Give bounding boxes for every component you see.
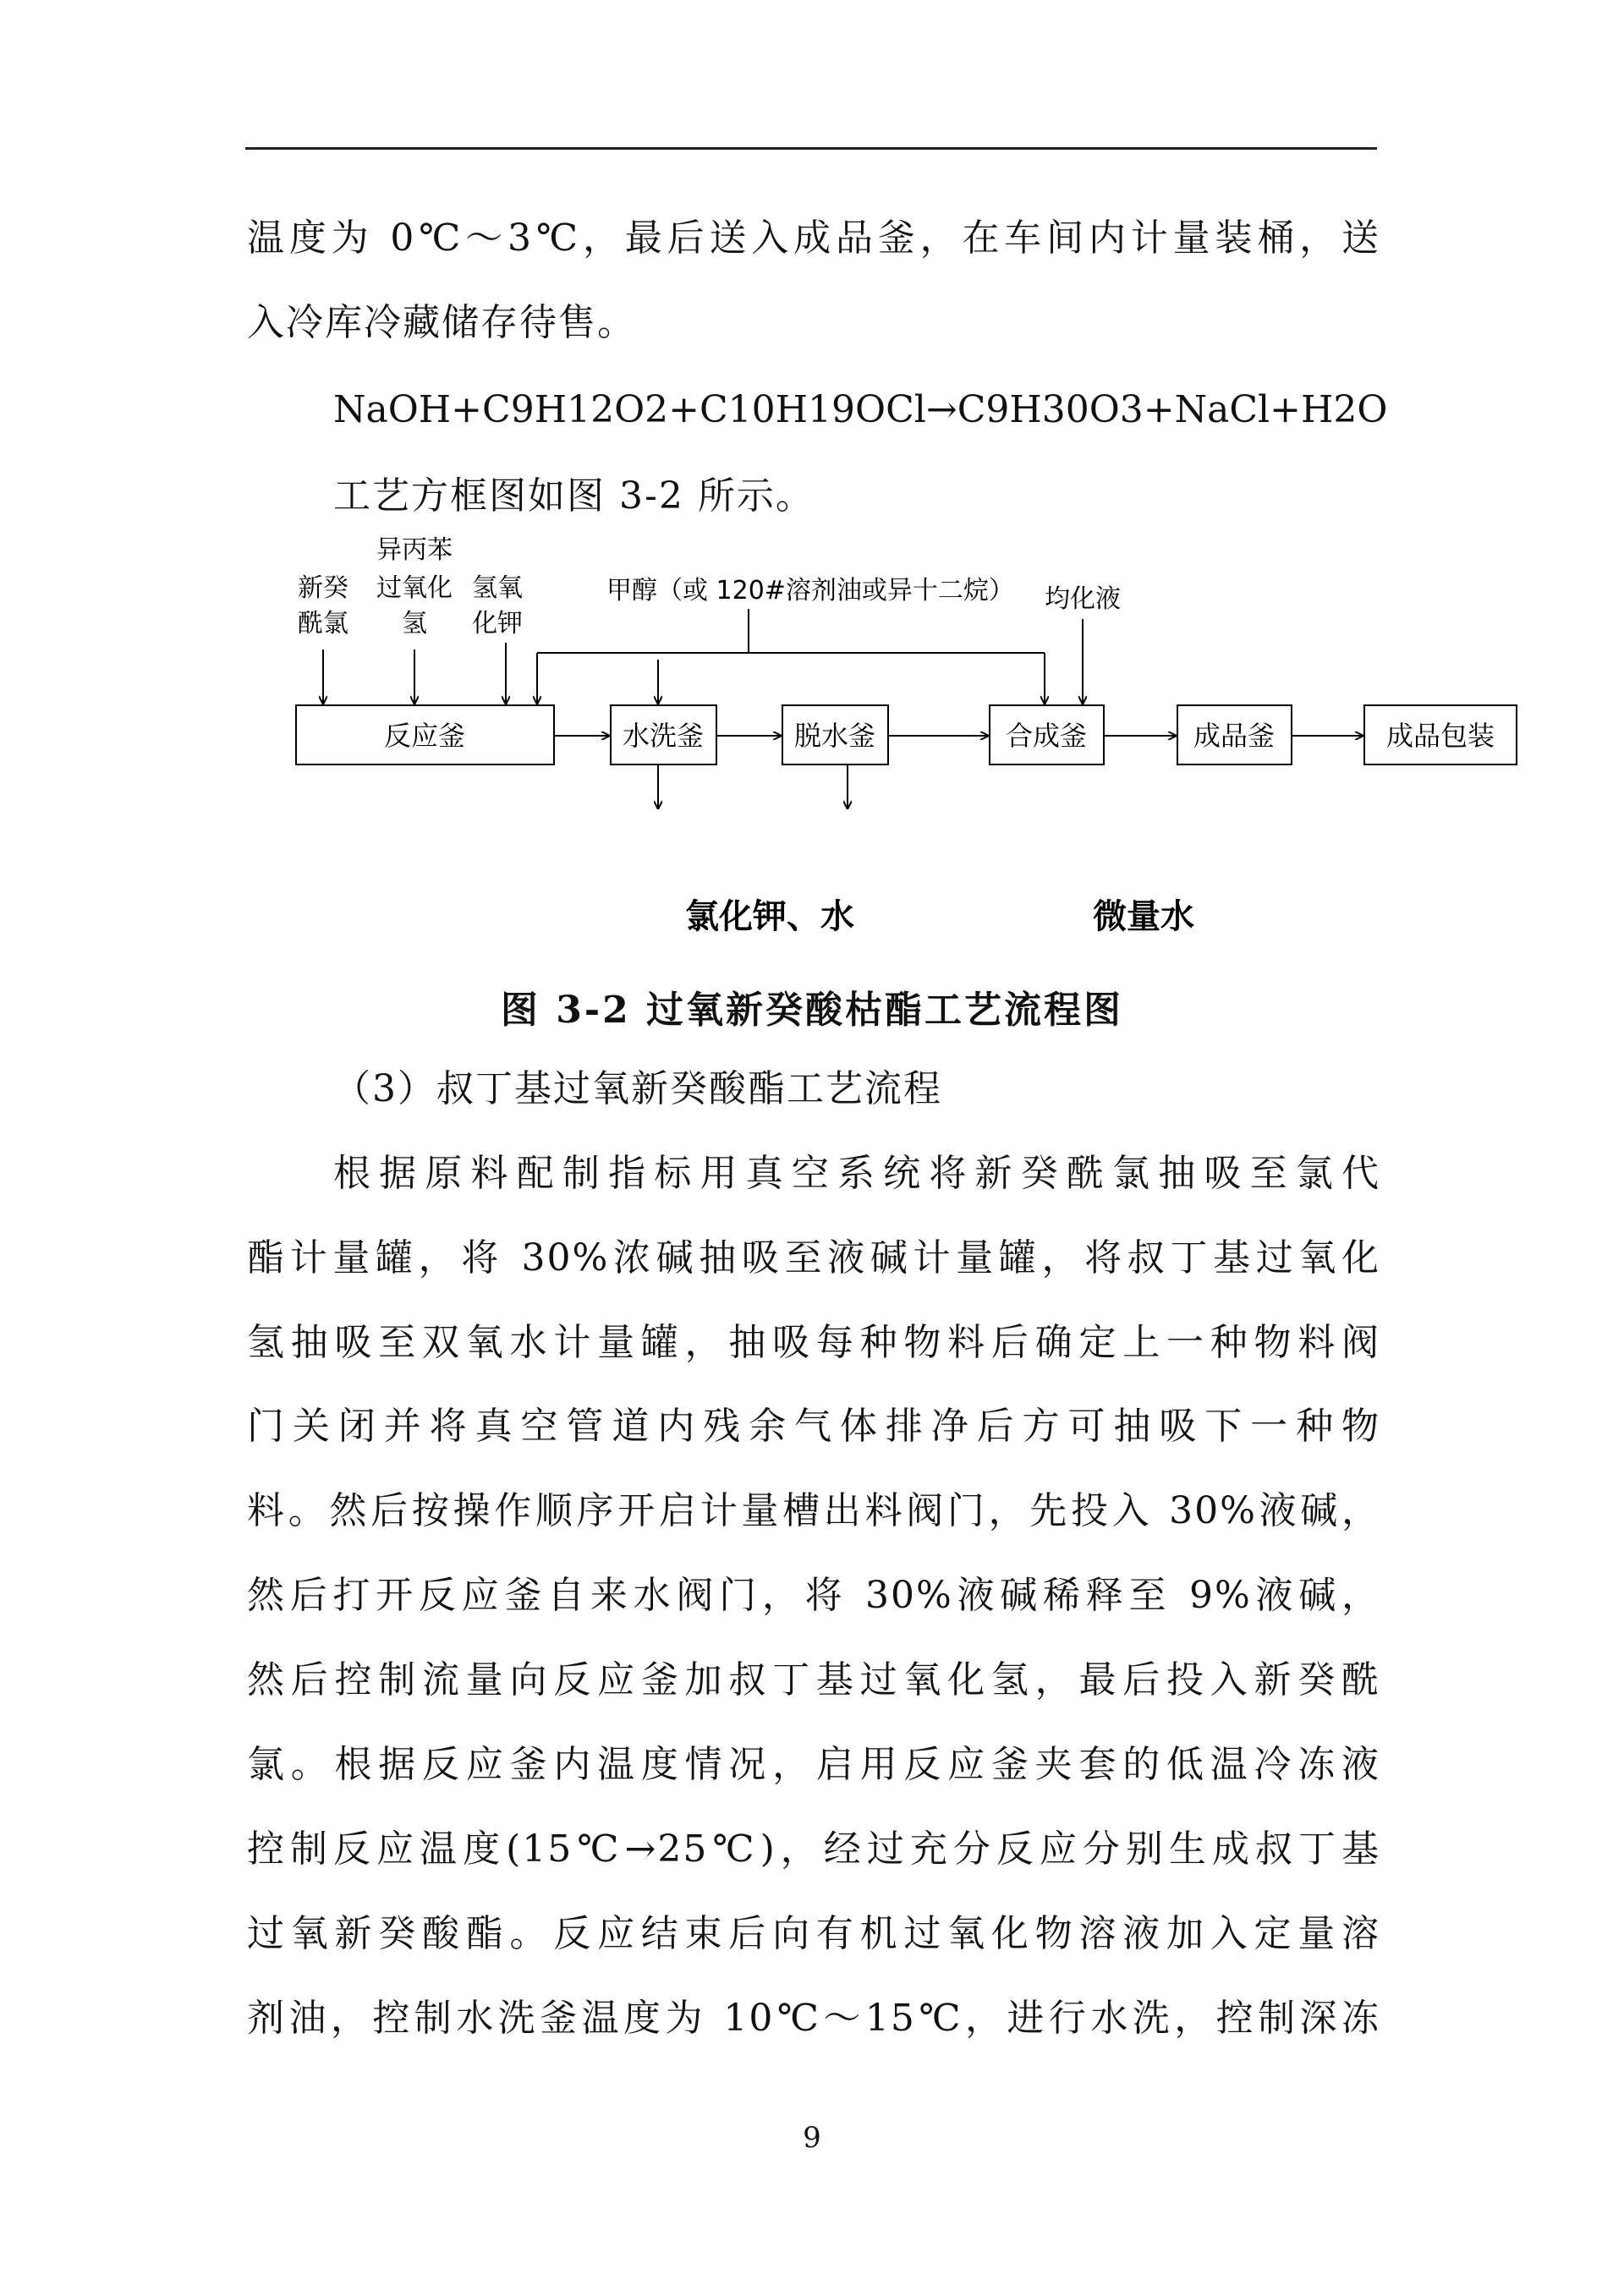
body-line: 控制反应温度(15℃→25℃)，经过充分反应分别生成叔丁基 (247, 1827, 1380, 1871)
body-line: 根据原料配制指标用真空系统将新癸酰氯抽吸至氯代 (333, 1152, 1380, 1195)
box-label: 成品包装 (1385, 720, 1495, 752)
input-label-neodecanoyl: 新癸 (298, 573, 348, 603)
page-number: 9 (803, 2121, 821, 2155)
body-line: 然后打开反应釜自来水阀门，将 30%液碱稀释至 9%液碱， (247, 1574, 1380, 1617)
body-line: 氢抽吸至双氧水计量罐，抽吸每种物料后确定上一种物料阀 (247, 1321, 1380, 1364)
box-label: 水洗釜 (622, 720, 705, 752)
box-label: 成品釜 (1193, 720, 1276, 752)
body-line: 过氧新癸酸酯。反应结束后向有机过氧化物溶液加入定量溶 (247, 1912, 1380, 1955)
body-line: 剂油，控制水洗釜温度为 10℃～15℃，进行水洗，控制深冻 (247, 1997, 1380, 2040)
reaction-equation: NaOH+C9H12O2+C10H19OCl→C9H30O3+NaCl+H2O (333, 388, 1388, 431)
solvent-label: 甲醇（或 120#溶剂油或异十二烷） (606, 576, 1014, 606)
box-label: 反应釜 (383, 720, 466, 752)
input-label-cumene-hydroperoxide: 异丙苯 (376, 535, 453, 565)
figure-caption: 图 3-2 过氧新癸酸枯酯工艺流程图 (500, 989, 1124, 1032)
header-rule (245, 147, 1377, 150)
input-label-koh: 化钾 (472, 609, 523, 638)
body-line: 温度为 0℃～3℃，最后送入成品釜，在车间内计量装桶，送 (247, 216, 1380, 260)
input-label-koh: 氢氧 (472, 573, 523, 603)
process-flow-diagram (279, 524, 1531, 964)
input-label-cumene-hydroperoxide: 过氧化 (376, 573, 453, 603)
body-line: 入冷库冷藏储存待售。 (247, 301, 636, 344)
section-heading: （3）叔丁基过氧新癸酸酯工艺流程 (333, 1067, 942, 1110)
input-label-cumene-hydroperoxide: 氢 (402, 609, 427, 638)
body-line: 氯。根据反应釜内温度情况，启用反应釜夹套的低温冷冻液 (247, 1743, 1380, 1786)
box-label: 脱水釜 (793, 720, 876, 752)
box-label: 合成釜 (1005, 720, 1088, 752)
body-line: 门关闭并将真空管道内残余气体排净后方可抽吸下一种物 (247, 1405, 1380, 1448)
body-line: 酯计量罐，将 30%浓碱抽吸至液碱计量罐，将叔丁基过氧化 (247, 1236, 1380, 1280)
homogenizer-label: 均化液 (1045, 584, 1121, 614)
output-label-kcl-water: 氯化钾、水 (685, 897, 854, 936)
input-label-neodecanoyl: 酰氯 (298, 609, 348, 638)
body-line: 料。然后按操作顺序开启计量槽出料阀门，先投入 30%液碱， (247, 1489, 1380, 1532)
figure-intro: 工艺方框图如图 3-2 所示。 (333, 474, 815, 518)
output-label-trace-water: 微量水 (1093, 897, 1194, 936)
body-line: 然后控制流量向反应釜加叔丁基过氧化氢，最后投入新癸酰 (247, 1658, 1380, 1701)
